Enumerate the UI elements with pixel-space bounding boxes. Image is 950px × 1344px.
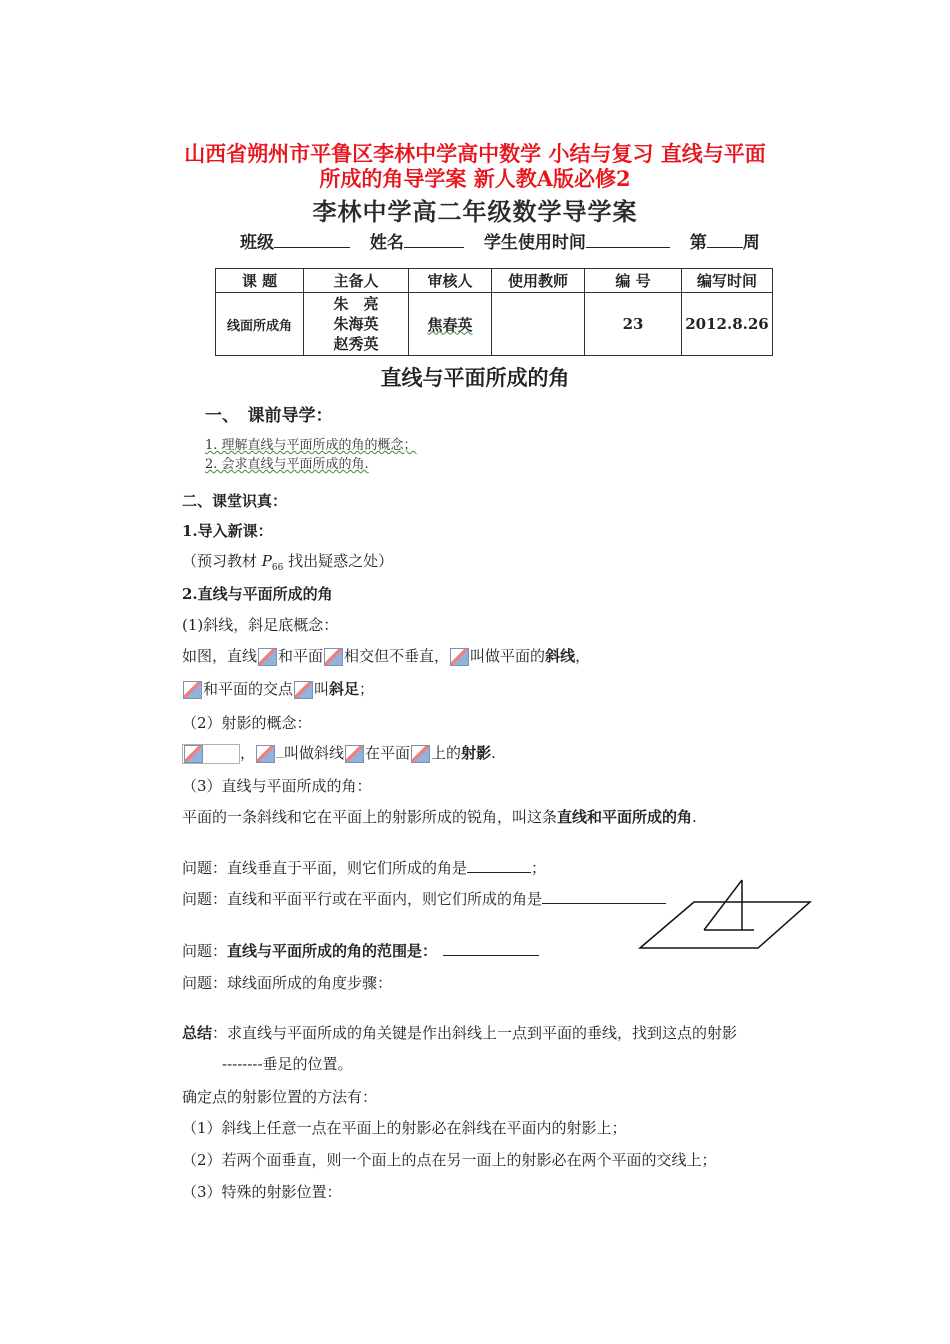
header-date: 编写时间: [682, 269, 773, 293]
header-topic: 课 题: [216, 269, 304, 293]
oblique-line: [704, 880, 742, 930]
c1-l1-f: ，: [575, 647, 591, 665]
s1-title: 1.导入新课：: [182, 522, 273, 540]
q1-text: 问题：直线垂直于平面，则它们所成的角是: [182, 859, 468, 877]
formula-image-glyph: [184, 745, 203, 763]
name-label: 姓名: [369, 233, 404, 253]
c1-line2: [182, 678, 374, 699]
week-suffix: 周: [742, 233, 760, 253]
class-label: 班级: [240, 233, 274, 253]
c2-l1-d: 上的: [431, 744, 462, 762]
lesson-meta-table: [215, 268, 773, 356]
s1-text-b: 找出疑惑之处）: [283, 552, 394, 570]
point-image-icon: [294, 681, 313, 699]
section-title: 直线与平面所成的角: [380, 365, 570, 390]
preparers-cell: [304, 293, 409, 356]
plane-parallelogram: [640, 902, 810, 948]
header-teacher: 使用教师: [492, 269, 585, 293]
c1-l2-b: 叫: [314, 680, 330, 698]
c1-l2-a: 和平面的交点: [203, 680, 294, 698]
part1-item-1-text: 1. 理解直线与平面所成的角的概念；: [205, 438, 417, 453]
c2-title: （2）射影的概念：: [182, 714, 312, 732]
c3-l1-a: 平面的一条斜线和它在平面上的射影所成的锐角，叫这条: [182, 808, 558, 826]
line-image-icon: [183, 681, 202, 699]
c1-line1: [182, 645, 590, 666]
date-cell: 2012.8.26: [682, 293, 773, 356]
c2-l1-c: 在平面: [365, 744, 411, 762]
question-1: [182, 857, 546, 878]
c3-line1: [182, 806, 697, 827]
question-3: [182, 940, 539, 961]
preparer-1: 朱 亮: [333, 295, 379, 313]
methods-title: 确定点的射影位置的方法有：: [182, 1088, 378, 1106]
week-prefix: 第: [689, 233, 707, 253]
q1-end: ；: [531, 859, 547, 877]
summary-label: 总结: [182, 1024, 213, 1042]
q3-blank: [443, 943, 539, 956]
formula-image-icon: [182, 744, 240, 764]
header-number: 编 号: [585, 269, 682, 293]
s1-page-num: 66: [271, 563, 284, 573]
c3-l1-c: .: [692, 808, 697, 826]
summary-text: ：求直线与平面所成的角关键是作出斜线上一点到平面的垂线，找到这点的射影: [212, 1024, 738, 1042]
c1-l1-d: 叫做平面的: [470, 647, 546, 665]
method-1: （1）斜线上任意一点在平面上的射影必在斜线在平面内的射影上；: [182, 1119, 627, 1137]
reviewer-cell: [409, 293, 492, 356]
part1-item-1: [205, 434, 417, 453]
c1-l1-e: 斜线: [545, 647, 576, 665]
c3-l1-b: 直线和平面所成的角: [557, 808, 693, 826]
c2-line1: [182, 742, 496, 764]
document-title-line2: 所成的角导学案 新人教A版必修2: [319, 166, 631, 191]
question-2: [182, 888, 666, 909]
s1-text: [182, 550, 393, 573]
time-blank: [586, 233, 670, 248]
preparer-3: 赵秀英: [333, 335, 379, 353]
q3-a: 问题：: [182, 942, 228, 960]
line-image-icon: [345, 745, 364, 763]
header-reviewer: 审核人: [409, 269, 492, 293]
segment-image-icon: [256, 745, 275, 763]
header-preparer: 主备人: [304, 269, 409, 293]
q1-blank: [467, 860, 531, 873]
week-blank: [707, 233, 743, 248]
class-blank: [274, 233, 350, 248]
c2-l1-f: .: [491, 744, 496, 762]
name-blank: [404, 233, 464, 248]
plane-image-icon: [411, 745, 430, 763]
s1-page-p: P: [261, 552, 272, 570]
part1-item-2-text: 2. 会求直线与平面所成的角.: [205, 457, 369, 472]
c2-l1-a: ，: [240, 744, 256, 762]
c2-l1-e: 射影: [461, 744, 492, 762]
c2-l1-b: 叫做斜线: [284, 744, 345, 762]
part2-heading: 二、课堂识真：: [182, 492, 288, 510]
school-title: 李林中学高二年级数学导学案: [312, 197, 638, 226]
c3-title: （3）直线与平面所成的角：: [182, 777, 372, 795]
s2-title: 2.直线与平面所成的角: [182, 585, 333, 603]
q3-b: 直线与平面所成的角的范围是：: [227, 942, 438, 960]
teacher-cell: [492, 293, 585, 356]
number-cell: 23: [585, 293, 682, 356]
plane-oblique-line-figure: [630, 872, 820, 954]
summary-continuation: --------垂足的位置。: [222, 1055, 353, 1073]
topic-cell: 线面所成角: [216, 293, 304, 356]
c1-l2-c: 斜足: [329, 680, 360, 698]
info-line: [240, 228, 760, 253]
part1-heading: 一、 课前导学：: [205, 406, 333, 426]
c1-l1-a: 如图，直线: [182, 647, 258, 665]
q2-text: 问题：直线和平面平行或在平面内，则它们所成的角是: [182, 890, 543, 908]
meta-header-row: [216, 269, 773, 293]
summary-line: [182, 1022, 737, 1043]
document-title-line1: 山西省朔州市平鲁区李林中学高中数学 小结与复习 直线与平面: [184, 141, 766, 166]
c1-title: (1)斜线，斜足底概念：: [182, 616, 339, 634]
time-label: 学生使用时间: [483, 233, 586, 253]
c1-l1-c: 相交但不垂直，: [344, 647, 450, 665]
c1-l1-b: 和平面: [278, 647, 324, 665]
line-image-icon: [258, 648, 277, 666]
meta-body-row: [216, 293, 773, 356]
question-4: 问题：球线面所成的角度步骤：: [182, 974, 393, 992]
c1-l2-d: ；: [359, 680, 375, 698]
method-3: （3）特殊的射影位置：: [182, 1183, 342, 1201]
plane-image-icon: [324, 648, 343, 666]
method-2: （2）若两个面垂直，则一个面上的点在另一面上的射影必在两个平面的交线上；: [182, 1151, 717, 1169]
reviewer-name: 焦春英: [427, 315, 473, 334]
line-image-icon: [450, 648, 469, 666]
part1-item-2: [205, 453, 369, 472]
preparer-2: 朱海英: [333, 315, 379, 333]
s1-text-a: （预习教材: [182, 552, 262, 570]
